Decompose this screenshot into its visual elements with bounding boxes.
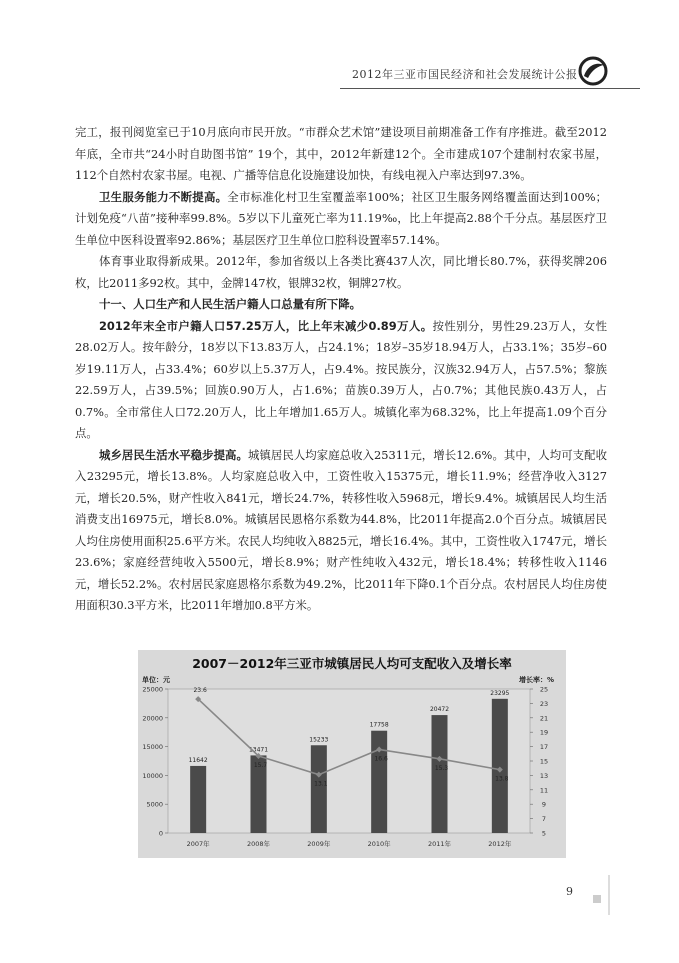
body-text: [75, 122, 607, 617]
right-axis-tick-label: 25: [539, 685, 549, 694]
paragraph-text: 完工，报刊阅览室已于10月底向市民开放。“市群众艺术馆”建设项目前期准备工作有序推进。截至2012年底，全市共“24小时自助图书馆” 19个，其中，2012年新建12个。全市建成107个建制村农家书屋，112个自然村农家书屋。电视、广播等信息化设施建设加快，有线电视入户率达到97.3%。: [75, 125, 607, 182]
paragraph-lead: 卫生服务能力不断提高。: [99, 189, 228, 204]
income-bar-label: 15233: [309, 736, 329, 744]
category-label: 2008年: [246, 840, 271, 848]
page-number: 9: [566, 885, 573, 898]
category-label: 2007年: [186, 840, 210, 848]
paragraph-5: [75, 316, 607, 445]
paragraph-lead: 2012年末全市户籍人口57.25万人，比上年末减少0.89万人。: [99, 318, 433, 333]
left-axis-tick-label: 0: [158, 829, 163, 838]
paragraph-lead: 城乡居民生活水平稳步提高。: [99, 447, 248, 462]
plot-area: [168, 689, 530, 833]
growth-rate-label: 13.1: [314, 780, 328, 788]
report-logo-icon: [578, 56, 608, 86]
right-axis-tick-label: 21: [539, 714, 549, 723]
growth-rate-label: 15.3: [434, 764, 449, 772]
income-bar-label: 20472: [429, 706, 450, 714]
right-axis-unit: 增长率：%: [518, 676, 554, 684]
paragraph-text: 体育事业取得新成果。2012年，参加省级以上各类比赛437人次，同比增长80.7%，获得奖牌206枚，比2011多92枚。其中，金牌147枚，银牌32枚，铜牌27枚。: [75, 254, 607, 290]
page-corner-mark-icon: [585, 875, 615, 915]
paragraph-3: [75, 251, 607, 294]
right-axis-tick-label: 13: [539, 771, 549, 780]
paragraph-text: 全市标准化村卫生室覆盖率100%；社区卫生服务网络覆盖面达到100%；计划免疫“八苗”接种率99.8%。5岁以下儿童死亡率为11.19‰，比上年提高2.88个千分点。基层医疗卫生单位中医科设置率92.86%；基层医疗卫生单位口腔科设置率57.14%。: [75, 189, 607, 247]
income-bar: [311, 745, 327, 833]
income-bar-label: 11642: [188, 756, 208, 764]
page-header: [0, 0, 679, 92]
section-heading: [75, 294, 607, 316]
right-axis-tick-label: 15: [539, 757, 549, 766]
right-axis-tick-label: 5: [541, 829, 547, 838]
chart-title: 2007－2012年三亚市城镇居民人均可支配收入及增长率: [192, 656, 512, 671]
income-chart-svg: [138, 650, 566, 858]
right-axis-tick-label: 17: [539, 743, 549, 752]
left-axis-tick-label: 5000: [146, 800, 163, 809]
category-label: 2012年: [488, 840, 512, 848]
right-axis-tick-label: 23: [539, 699, 549, 708]
paragraph-lead: 十一、人口生产和人民生活户籍人口总量有所下降。: [99, 297, 361, 311]
income-bar-label: 13471: [248, 746, 269, 754]
left-axis-tick-label: 25000: [142, 685, 163, 694]
income-bar: [432, 715, 448, 833]
right-axis-tick-label: 7: [541, 815, 547, 824]
header-rule: [340, 88, 640, 89]
paragraph-text: 城镇居民人均家庭总收入25311元，增长12.6%。其中，人均可支配收入23295元，增长13.8%。人均家庭总收入中，工资性收入15375元，增长11.9%；经营净收入3127元，增长20.5%，财产性收入841元，增长24.7%，转移性收入5968元，增长9.4%。城镇居民人均生活消费支出16975元，增长8.0%。城镇居民恩格尔系数为44.8%，比2011年提高2.0个百分点。城镇居民人均住房使用面积25.6平方米。农民人均纯收入8825元，增长16.4%。其中，工资性收入1747元，增长23.6%；家庭经营纯收入5500元，增长8.9%；财产性纯收入432元，增长18.4%；转移性收入1146元，增长52.2%。农村居民家庭恩格尔系数为49.2%，比2011年下降0.1个百分点。农村居民人均住房使用面积30.3平方米，比2011年增加0.8平方米。: [75, 447, 607, 612]
left-axis-tick-label: 10000: [142, 771, 163, 780]
right-axis-tick-label: 11: [539, 786, 549, 795]
right-axis-tick-label: 9: [541, 800, 547, 809]
income-chart: [138, 650, 566, 858]
header-title: 2012年三亚市国民经济和社会发展统计公报: [352, 68, 578, 81]
growth-rate-label: 16.6: [374, 755, 388, 763]
category-label: 2011年: [427, 840, 452, 848]
income-bar: [371, 731, 387, 833]
paragraph-2: [75, 187, 607, 252]
paragraph-1: [75, 122, 607, 187]
paragraph-text: 按性别分，男性29.23万人，女性28.02万人。按年龄分，18岁以下13.83万人，占24.1%；18岁–35岁18.94万人，占33.1%；35岁–60岁19.11万人，占33.4%；60岁以上5.37万人，占9.4%。按民族分，汉族32.94万人，占57.5%；黎族22.59万人，占39.5%；回族0.90万人，占1.6%；苗族0.39万人，占0.7%；其他民族0.43万人，占0.7%。全市常住人口72.20万人，比上年增加1.65万人。城镇化率为68.32%，比上年提高1.09个百分点。: [75, 318, 607, 440]
left-axis-tick-label: 20000: [142, 714, 163, 723]
income-bar: [190, 766, 206, 833]
category-label: 2009年: [307, 840, 331, 848]
category-label: 2010年: [367, 840, 391, 848]
growth-rate-label: 23.6: [193, 687, 207, 695]
income-bar-label: 23295: [490, 689, 510, 697]
left-axis-tick-label: 15000: [142, 743, 163, 752]
growth-rate-label: 13.8: [495, 775, 509, 783]
paragraph-6: [75, 445, 607, 617]
right-axis-tick-label: 19: [539, 728, 549, 737]
left-axis-unit: 单位：元: [142, 676, 170, 684]
income-bar-label: 17758: [369, 721, 389, 729]
growth-rate-label: 15.7: [253, 761, 268, 769]
income-bar: [492, 699, 508, 833]
